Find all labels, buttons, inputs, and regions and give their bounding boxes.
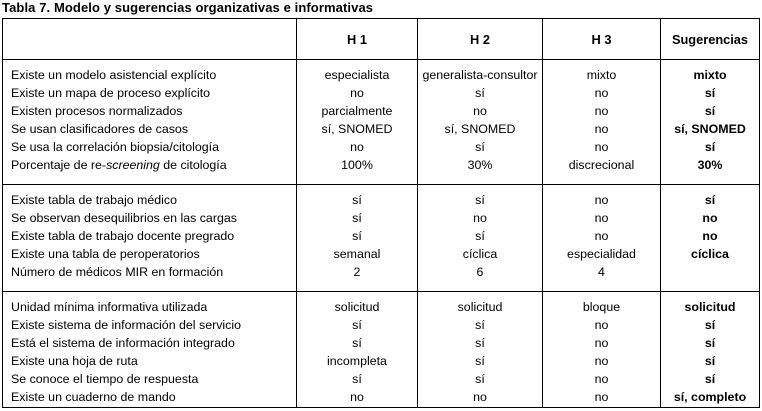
cell-h2: sí (418, 185, 543, 210)
table-row (3, 246, 760, 264)
row-label: Existen procesos normalizados (3, 102, 297, 120)
table-title: Tabla 7. Modelo y sugerencias organizativas e informativas (2, 0, 374, 15)
cell-h1: sí (297, 185, 418, 210)
cell-sugerencia: sí (661, 84, 760, 102)
table-row (3, 157, 760, 185)
cell-h3: no (543, 335, 661, 353)
row-label: Número de médicos MIR en formación (3, 264, 297, 292)
cell-h3: no (543, 102, 661, 120)
cell-h2: no (418, 389, 543, 408)
cell-h1: no (297, 84, 418, 102)
table-row (3, 209, 760, 227)
cell-sugerencia: sí (661, 102, 760, 120)
cell-h2: sí, SNOMED (418, 121, 543, 139)
label-post: de citología (159, 158, 227, 173)
table-row (3, 102, 760, 120)
label-emphasis: screening (106, 158, 160, 173)
label-pre: Porcentaje de re- (11, 158, 107, 173)
cell-h3: no (543, 228, 661, 246)
cell-h3: no (543, 371, 661, 389)
cell-sugerencia: no (661, 228, 760, 246)
cell-h1: no (297, 139, 418, 157)
table-row (3, 316, 760, 334)
row-label: Existe una tabla de peroperatorios (3, 246, 297, 264)
row-label: Se usan clasificadores de casos (3, 121, 297, 139)
row-label: Está el sistema de información integrado (3, 335, 297, 353)
cell-sugerencia: sí (661, 335, 760, 353)
cell-h2: solicitud (418, 292, 543, 317)
cell-h3: no (543, 353, 661, 371)
cell-sugerencia: solicitud (661, 292, 760, 317)
cell-sugerencia: sí, SNOMED (661, 121, 760, 139)
cell-h3: discrecional (543, 157, 661, 185)
table-row (3, 292, 760, 317)
table-row (3, 264, 760, 292)
cell-sugerencia: sí (661, 353, 760, 371)
table-row (3, 139, 760, 157)
header-h2: H 2 (418, 19, 543, 60)
cell-h2: 30% (418, 157, 543, 185)
cell-h1: sí (297, 335, 418, 353)
cell-h2: no (418, 102, 543, 120)
cell-sugerencia: sí (661, 371, 760, 389)
table-row (3, 389, 760, 408)
cell-h2: 6 (418, 264, 543, 292)
table-row (3, 335, 760, 353)
cell-h3: no (543, 185, 661, 210)
cell-h3: no (543, 316, 661, 334)
cell-h1: 2 (297, 264, 418, 292)
cell-h1: incompleta (297, 353, 418, 371)
cell-h3: bloque (543, 292, 661, 317)
cell-h1: no (297, 389, 418, 408)
cell-h3: 4 (543, 264, 661, 292)
cell-sugerencia: mixto (661, 60, 760, 85)
cell-h2: sí (418, 139, 543, 157)
cell-h1: sí (297, 316, 418, 334)
cell-h1: solicitud (297, 292, 418, 317)
cell-h2: sí (418, 371, 543, 389)
cell-sugerencia: no (661, 209, 760, 227)
row-label: Se observan desequilibrios en las cargas (3, 209, 297, 227)
cell-h2: sí (418, 316, 543, 334)
row-label: Unidad mínima informativa utilizada (3, 292, 297, 317)
cell-h3: no (543, 389, 661, 408)
row-label: Se conoce el tiempo de respuesta (3, 371, 297, 389)
cell-h1: sí (297, 371, 418, 389)
header-h3: H 3 (543, 19, 661, 60)
cell-h2: sí (418, 353, 543, 371)
cell-h1: sí (297, 209, 418, 227)
header-row (3, 19, 760, 60)
cell-sugerencia: 30% (661, 157, 760, 185)
row-label: Existe tabla de trabajo médico (3, 185, 297, 210)
row-label: Existe tabla de trabajo docente pregrado (3, 228, 297, 246)
header-blank (3, 19, 297, 60)
table-row (3, 84, 760, 102)
row-label: Existe sistema de información del servicio (3, 316, 297, 334)
data-table (2, 18, 760, 408)
cell-h2: no (418, 209, 543, 227)
cell-h2: generalista-consultor (418, 60, 543, 85)
row-label: Existe un cuaderno de mando (3, 389, 297, 408)
cell-h3: no (543, 139, 661, 157)
table-row (3, 371, 760, 389)
cell-h3: mixto (543, 60, 661, 85)
table-row (3, 228, 760, 246)
cell-h1: 100% (297, 157, 418, 185)
cell-h1: sí (297, 228, 418, 246)
cell-h2: sí (418, 335, 543, 353)
cell-h1: semanal (297, 246, 418, 264)
cell-h2: cíclica (418, 246, 543, 264)
cell-sugerencia: sí, completo (661, 389, 760, 408)
cell-sugerencia: sí (661, 139, 760, 157)
cell-h2: sí (418, 84, 543, 102)
cell-h1: sí, SNOMED (297, 121, 418, 139)
cell-sugerencia: sí (661, 185, 760, 210)
header-h1: H 1 (297, 19, 418, 60)
header-sugerencias: Sugerencias (661, 19, 760, 60)
cell-sugerencia (661, 264, 760, 292)
table-row (3, 60, 760, 85)
cell-h3: especialidad (543, 246, 661, 264)
cell-h3: no (543, 84, 661, 102)
row-label: Existe una hoja de ruta (3, 353, 297, 371)
row-label (3, 157, 297, 185)
cell-h1: especialista (297, 60, 418, 85)
row-label: Existe un modelo asistencial explícito (3, 60, 297, 85)
row-label: Existe un mapa de proceso explícito (3, 84, 297, 102)
row-label: Se usa la correlación biopsia/citología (3, 139, 297, 157)
cell-sugerencia: sí (661, 316, 760, 334)
cell-sugerencia: cíclica (661, 246, 760, 264)
cell-h2: sí (418, 228, 543, 246)
cell-h3: no (543, 121, 661, 139)
table-row (3, 121, 760, 139)
table-row (3, 353, 760, 371)
cell-h1: parcialmente (297, 102, 418, 120)
cell-h3: no (543, 209, 661, 227)
table-row (3, 185, 760, 210)
